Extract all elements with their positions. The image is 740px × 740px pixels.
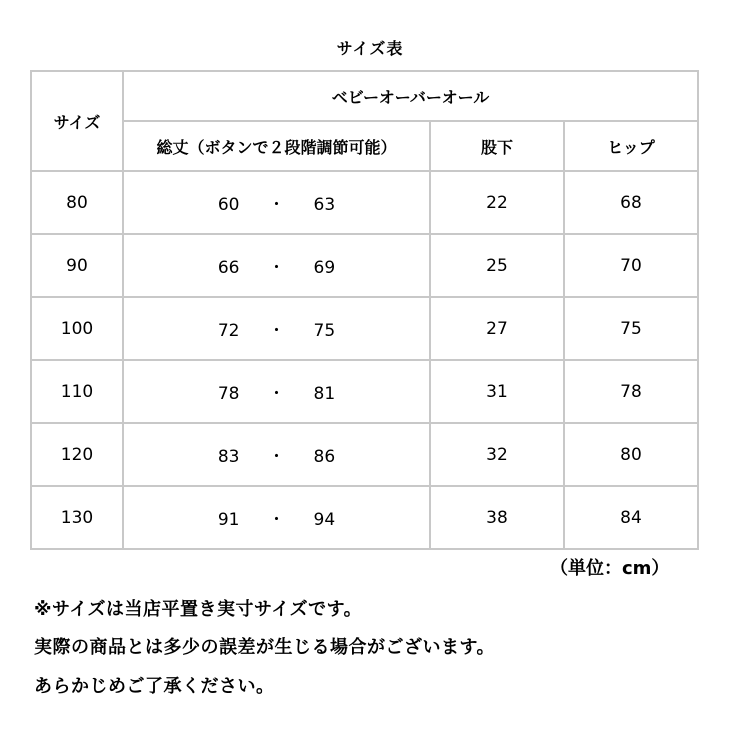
separator: ・ (268, 258, 285, 278)
length-max: 94 (313, 510, 336, 530)
header-row-1 (31, 71, 698, 121)
length-max: 75 (313, 321, 336, 341)
header-row-2 (31, 121, 698, 171)
separator: ・ (268, 321, 285, 341)
length-cell (123, 360, 430, 423)
length-min: 66 (217, 258, 240, 278)
table-row (31, 171, 698, 234)
table-row (31, 423, 698, 486)
hip-cell: 84 (564, 486, 698, 549)
length-min: 78 (217, 384, 240, 404)
length-min: 91 (217, 510, 240, 530)
inseam-cell: 22 (430, 171, 564, 234)
inseam-cell: 38 (430, 486, 564, 549)
size-header: サイズ (31, 71, 123, 171)
note-line-3: あらかじめご了承ください。 (34, 676, 275, 697)
hip-cell: 78 (564, 360, 698, 423)
note-line-1: ※サイズは当店平置き実寸サイズです。 (34, 599, 363, 620)
size-cell: 130 (31, 486, 123, 549)
length-min: 60 (217, 195, 240, 215)
inseam-cell: 27 (430, 297, 564, 360)
size-cell: 80 (31, 171, 123, 234)
size-cell: 120 (31, 423, 123, 486)
inseam-cell: 32 (430, 423, 564, 486)
length-min: 83 (217, 447, 240, 467)
page-title: サイズ表 (336, 39, 404, 58)
separator: ・ (268, 384, 285, 404)
length-min: 72 (217, 321, 240, 341)
size-table (30, 70, 699, 550)
length-max: 81 (313, 384, 336, 404)
length-cell (123, 486, 430, 549)
inseam-cell: 25 (430, 234, 564, 297)
length-max: 86 (313, 447, 336, 467)
separator: ・ (268, 447, 285, 467)
table-row (31, 360, 698, 423)
inseam-cell: 31 (430, 360, 564, 423)
hip-cell: 68 (564, 171, 698, 234)
length-max: 63 (313, 195, 336, 215)
product-header: ベビーオーバーオール (123, 71, 698, 121)
hip-cell: 80 (564, 423, 698, 486)
note-line-2: 実際の商品とは多少の誤差が生じる場合がございます。 (34, 637, 496, 658)
size-cell: 110 (31, 360, 123, 423)
length-cell (123, 234, 430, 297)
column-header-inseam: 股下 (430, 121, 564, 171)
hip-cell: 70 (564, 234, 698, 297)
table-row (31, 297, 698, 360)
length-cell (123, 297, 430, 360)
separator: ・ (268, 195, 285, 215)
hip-cell: 75 (564, 297, 698, 360)
column-header-length: 総丈（ボタンで２段階調節可能） (123, 121, 430, 171)
length-max: 69 (313, 258, 336, 278)
table-row (31, 486, 698, 549)
table-row (31, 234, 698, 297)
size-cell: 90 (31, 234, 123, 297)
length-cell (123, 171, 430, 234)
column-header-hip: ヒップ (564, 121, 698, 171)
unit-label: （単位：cm） (550, 558, 670, 579)
size-cell: 100 (31, 297, 123, 360)
separator: ・ (268, 510, 285, 530)
length-cell (123, 423, 430, 486)
